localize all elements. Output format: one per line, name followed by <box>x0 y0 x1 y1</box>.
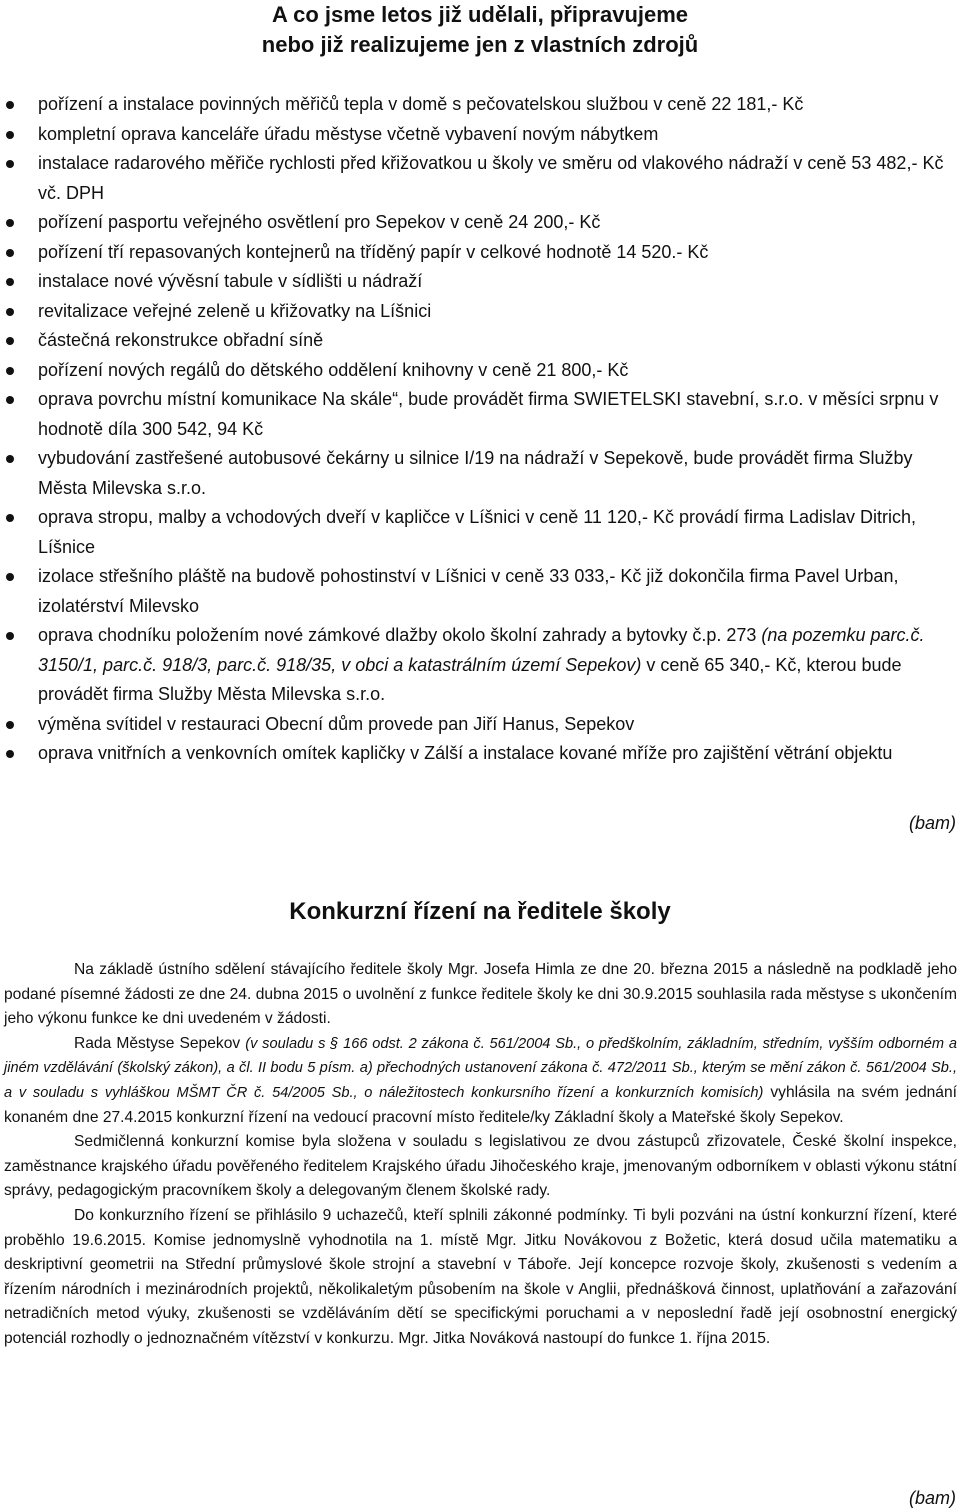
article-signature: (bam) <box>908 1488 956 1508</box>
title-line-1: A co jsme letos již udělali, připravujeme <box>271 2 689 27</box>
paragraph: Rada Městyse Sepekov (v souladu s § 166 odst. 2 zákona č. 561/2004 Sb., o předškolním, základním, středním, vyšším odborném a jiném vzdělávání (školský zákon), a čl. II bodu 5 písm. a) přechodných ustanovení zákona č. 472/2011 Sb., kterým se mění zákon č. 561/2004 Sb., a v souladu s vyhláškou MŠMT ČR č. 54/2005 Sb., o náležitostech konkursního řízení a konkurzních komisích) vyhlásila na svém jednání konaném dne 27.4.2015 konkurzní řízení na vedoucí pracovní místo ředitele/ky Základní školy a Mateřské školy Sepekov. <box>4 1034 957 1126</box>
bullet-icon <box>6 632 14 640</box>
bullet-icon <box>6 721 14 729</box>
list-item: pořízení nových regálů do dětského oddělení knihovny v ceně 21 800,- Kč <box>0 356 960 386</box>
bullet-icon <box>6 337 14 345</box>
bullet-icon <box>6 750 14 758</box>
bullet-icon <box>6 278 14 286</box>
section-heading: Konkurzní řízení na ředitele školy <box>289 898 671 925</box>
paragraph: Do konkurzního řízení se přihlásilo 9 uchazečů, kteří splnili zákonné podmínky. Ti byli pozváni na ústní konkurzní řízení, které proběhlo 19.6.2015. Komise jednomyslně vyhodnotila na 1. místě Mgr. Jitku Novákovou z Božetic, která dosud učila matematiku a deskriptivní geometrii na Střední průmyslové škole strojní a stavební v Táboře. Její koncepce rozvoje školy, zkušenosti s vedením a řízením národních i mezinárodních projektů, několikaletým působením na škole v Anglii, přednášková činnost, uplatňování a zařazování netradičních metod výuky, zkušenosti se vzděláváním dětí se specifickými poruchami a v neposlední řadě její osobnostní energický potenciál rozhodly o jednoznačném vítězství v konkurzu. Mgr. Jitka Nováková nastoupí do funkce 1. října 2015. <box>4 1206 957 1347</box>
list-item: pořízení pasportu veřejného osvětlení pro Sepekov v ceně 24 200,- Kč <box>0 208 960 238</box>
author-signature: (bam) <box>908 813 956 833</box>
bullet-icon <box>6 131 14 139</box>
bullet-icon <box>6 160 14 168</box>
paragraph: Sedmičlenná konkurzní komise byla složena v souladu s legislativou ze dvou zástupců zřizovatele, České školní inspekce, zaměstnance krajského úřadu pověřeného ředitelem Krajského úřadu Jihočeského kraje, jmenovaným odborníkem v oblasti výkonu státní správy, pedagogickým pracovníkem školy a delegovaným členem školské rady. <box>4 1133 957 1200</box>
list-item: vybudování zastřešené autobusové čekárny u silnice I/19 na nádraží v Sepekově, bude provádět firma Služby Města Milevska s.r.o. <box>0 444 960 503</box>
page-title <box>0 0 960 60</box>
title-line-2: nebo již realizujeme jen z vlastních zdrojů <box>261 32 699 57</box>
bullet-icon <box>6 101 14 109</box>
list-item: kompletní oprava kanceláře úřadu městyse včetně vybavení novým nábytkem <box>0 120 960 150</box>
list-item: oprava povrchu místní komunikace Na skále“, bude provádět firma SWIETELSKI stavební, s.r.o. v měsíci srpnu v hodnotě díla 300 542, 94 Kč <box>0 385 960 444</box>
paragraph: Na základě ústního sdělení stávajícího ředitele školy Mgr. Josefa Himla ze dne 20. března 2015 a následně na podkladě jeho podané písemné žádosti ze dne 24. dubna 2015 o uvolnění z funkce ředitele školy ke dni 30.9.2015 souhlasila rada městyse s ukončením jeho výkonu funkce ke dni uvedeném v žádosti. <box>4 961 957 1028</box>
list-item: instalace nové vývěsní tabule v sídlišti u nádraží <box>0 267 960 297</box>
list-item: izolace střešního pláště na budově pohostinství v Líšnici v ceně 33 033,- Kč již dokončila firma Pavel Urban, izolatérství Milevsko <box>0 562 960 621</box>
list-item: částečná rekonstrukce obřadní síně <box>0 326 960 356</box>
list-item: revitalizace veřejné zeleně u křižovatky na Líšnici <box>0 297 960 327</box>
bullet-icon <box>6 573 14 581</box>
project-list <box>0 90 960 769</box>
bullet-icon <box>6 396 14 404</box>
list-item: výměna svítidel v restauraci Obecní dům provede pan Jiří Hanus, Sepekov <box>0 710 960 740</box>
list-item: instalace radarového měřiče rychlosti před křižovatkou u školy ve směru od vlakového nádraží v ceně 53 482,- Kč vč. DPH <box>0 149 960 208</box>
legal-reference: (v souladu s § 166 odst. 2 zákona č. 561/2004 Sb., o předškolním, základním, středním, vyšším odborném a jiném vzdělávání (školský zákon), a čl. II bodu 5 písm. a) přechodných ustanovení zákona č. 472/2011 Sb., kterým se mění zákon č. 561/2004 Sb., a v souladu s vyhláškou MŠMT ČR č. 54/2005 Sb., o náležitostech konkursního řízení a konkurzních komisích) <box>4 1035 957 1101</box>
bullet-icon <box>6 219 14 227</box>
bullet-icon <box>6 308 14 316</box>
list-item: oprava stropu, malby a vchodových dveří v kapličce v Líšnici v ceně 11 120,- Kč provádí firma Ladislav Ditrich, Líšnice <box>0 503 960 562</box>
list-item: oprava chodníku položením nové zámkové dlažby okolo školní zahrady a bytovky č.p. 273 (na pozemku parc.č. 3150/1, parc.č. 918/3, parc.č. 918/35, v obci a katastrálním území Sepekov) v ceně 65 340,- Kč, kterou bude provádět firma Služby Města Milevska s.r.o. <box>0 621 960 710</box>
bullet-icon <box>6 514 14 522</box>
list-item: oprava vnitřních a venkovních omítek kapličky v Zálší a instalace kované mříže pro zajištění větrání objektu <box>0 739 960 769</box>
list-item: pořízení tří repasovaných kontejnerů na tříděný papír v celkové hodnotě 14 520.- Kč <box>0 238 960 268</box>
article-body <box>4 958 957 1352</box>
bullet-icon <box>6 455 14 463</box>
bullet-icon <box>6 249 14 257</box>
list-item: pořízení a instalace povinných měřičů tepla v domě s pečovatelskou službou v ceně 22 181,- Kč <box>0 90 960 120</box>
bullet-icon <box>6 367 14 375</box>
